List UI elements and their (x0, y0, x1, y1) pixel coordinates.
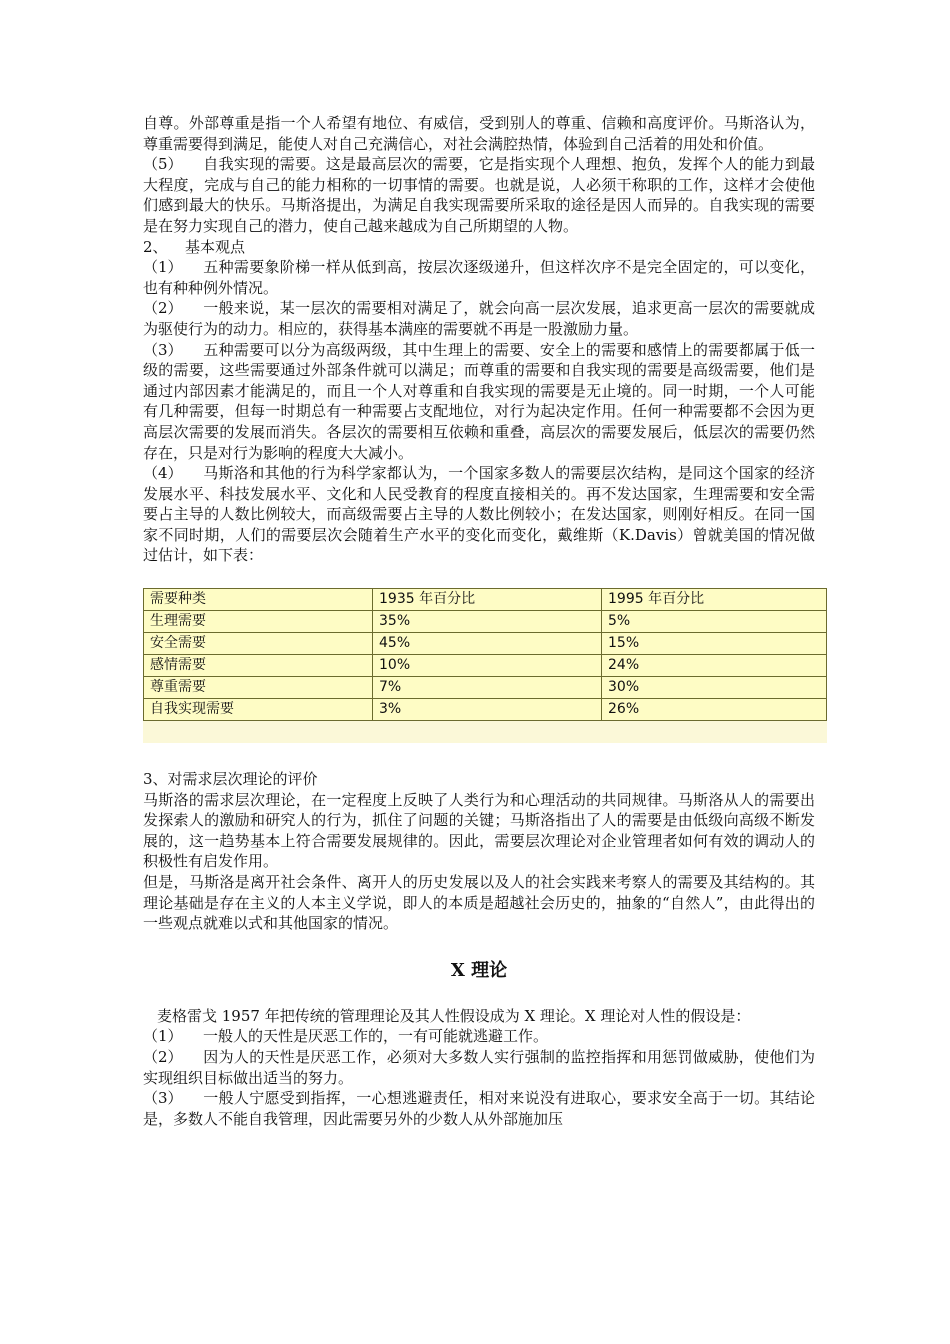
paragraph-esteem: 自尊。外部尊重是指一个人希望有地位、有威信，受到别人的尊重、信赖和高度评价。马斯洛认为，尊重需要得到满足，能使人对自己充满信心，对社会满腔热情，体验到自己活着的用处和价值。 (143, 114, 815, 153)
table-header-cell: 需要种类 (144, 589, 373, 611)
table-row (144, 655, 827, 677)
table-row (144, 611, 827, 633)
table-cell: 30% (602, 677, 827, 699)
point-4 (143, 463, 815, 566)
point-text: 一般来说，某一层次的需要相对满足了，就会向高一层次发展，追求更高一层次的需要就成为驱使行为的动力。相应的，获得基本满座的需要就不再是一股激励力量。 (143, 299, 815, 338)
x-theory-intro: 麦格雷戈 1957 年把传统的管理理论及其人性假设成为 X 理论。X 理论对人性的假设是： (157, 1006, 751, 1025)
point-text: 五种需要象阶梯一样从低到高，按层次逐级递升，但这样次序不是完全固定的，可以变化，也有种种例外情况。 (143, 258, 815, 297)
table-cell: 26% (602, 699, 827, 721)
table-cell: 尊重需要 (144, 677, 373, 699)
needs-table (143, 588, 827, 721)
point-number: （2） (143, 299, 183, 318)
section-2-heading (143, 237, 815, 258)
point-text: 五种需要可以分为高级两级，其中生理上的需要、安全上的需要和感情上的需要都属于低一级的需要，这些需要通过外部条件就可以满足；而尊重的需要和自我实现的需要是高级需要，他们是通过内部因素才能满足的，而且一个人对尊重和自我实现的需要是无止境的。同一时期，一个人可能有几种需要，但每一时期总有一种需要占支配地位，对行为起决定作用。任何一种需要都不会因为更高层次需要的发展而消失。各层次的需要相互依赖和重叠，高层次的需要发展后，低层次的需要仍然存在，只是对行为影响的程度大大减小。 (143, 340, 815, 462)
point-number: （2） (143, 1048, 183, 1066)
point-text: 马斯洛和其他的行为科学家都认为，一个国家多数人的需要层次结构，是同这个国家的经济发展水平、科技发展水平、文化和人民受教育的程度直接相关的。再不发达国家，生理需要和安全需要占主导的人数比例较大，而高级需要占主导的人数比例较小；在发达国家，则刚好相反。在同一国家不同时期，人们的需要层次会随着生产水平的变化而变化，戴维斯（K.Davis）曾就美国的情况做过估计，如下表： (143, 464, 815, 565)
table-cell: 3% (373, 699, 602, 721)
point-text: 一般人的天性是厌恶工作的，一有可能就逃避工作。 (203, 1027, 549, 1046)
point-number: （3） (143, 340, 183, 359)
point-number: （1） (143, 1027, 183, 1046)
point-5 (143, 154, 815, 236)
table-cell: 7% (373, 677, 602, 699)
point-number: （3） (143, 1089, 183, 1108)
x-theory-item-2 (143, 1047, 815, 1088)
section-number: 2、 (143, 237, 168, 256)
table-header-cell: 1935 年百分比 (373, 589, 602, 611)
table-cell: 10% (373, 655, 602, 677)
table-cell: 安全需要 (144, 633, 373, 655)
table-row (144, 677, 827, 699)
section-title: 基本观点 (185, 237, 246, 256)
table-cell: 45% (373, 633, 602, 655)
point-number: （5） (143, 155, 183, 174)
table-cell: 35% (373, 611, 602, 633)
x-theory-title: X 理论 (450, 959, 508, 981)
table-row (144, 699, 827, 721)
document-page (143, 113, 815, 1129)
table-cell: 15% (602, 633, 827, 655)
table-cell: 感情需要 (144, 655, 373, 677)
section-3-heading: 3、对需求层次理论的评价 (143, 770, 318, 789)
table-cell: 5% (602, 611, 827, 633)
point-2 (143, 298, 815, 339)
point-text: 因为人的天性是厌恶工作，必须对大多数人实行强制的监控指挥和用惩罚做威胁，使他们为实现组织目标做出适当的努力。 (143, 1048, 815, 1087)
evaluation-paragraph: 但是，马斯洛是离开社会条件、离开人的历史发展以及人的社会实践来考察人的需要及其结构的。其理论基础是存在主义的人本主义学说，即人的本质是超越社会历史的，抽象的“自然人”，由此得出的一些观点就难以式和其他国家的情况。 (143, 873, 815, 933)
table-cell: 24% (602, 655, 827, 677)
x-theory-item-1 (143, 1026, 815, 1047)
table-cell: 生理需要 (144, 611, 373, 633)
point-number: （4） (143, 464, 183, 483)
point-1 (143, 257, 815, 298)
table-row (144, 633, 827, 655)
point-3 (143, 340, 815, 464)
point-text: 一般人宁愿受到指挥，一心想逃避责任，相对来说没有进取心，要求安全高于一切。其结论是，多数人不能自我管理，因此需要另外的少数人从外部施加压 (143, 1089, 815, 1128)
x-theory-item-3 (143, 1088, 815, 1129)
point-text: 自我实现的需要。这是最高层次的需要，它是指实现个人理想、抱负，发挥个人的能力到最大程度，完成与自己的能力相称的一切事情的需要。也就是说，人必须干称职的工作，这样才会使他们感到最大的快乐。马斯洛提出，为满足自我实现需要所采取的途径是因人而异的。自我实现的需要是在努力实现自己的潜力，使自己越来越成为自己所期望的人物。 (143, 155, 815, 235)
table-header-row (144, 589, 827, 611)
table-cell: 自我实现需要 (144, 699, 373, 721)
evaluation-paragraph: 马斯洛的需求层次理论，在一定程度上反映了人类行为和心理活动的共同规律。马斯洛从人的需要出发探索人的激励和研究人的行为，抓住了问题的关键；马斯洛指出了人的需要是由低级向高级不断发展的，这一趋势基本上符合需要发展规律的。因此，需要层次理论对企业管理者如何有效的调动人的积极性有启发作用。 (143, 790, 815, 871)
needs-table-container (143, 588, 827, 743)
table-header-cell: 1995 年百分比 (602, 589, 827, 611)
point-number: （1） (143, 258, 183, 277)
